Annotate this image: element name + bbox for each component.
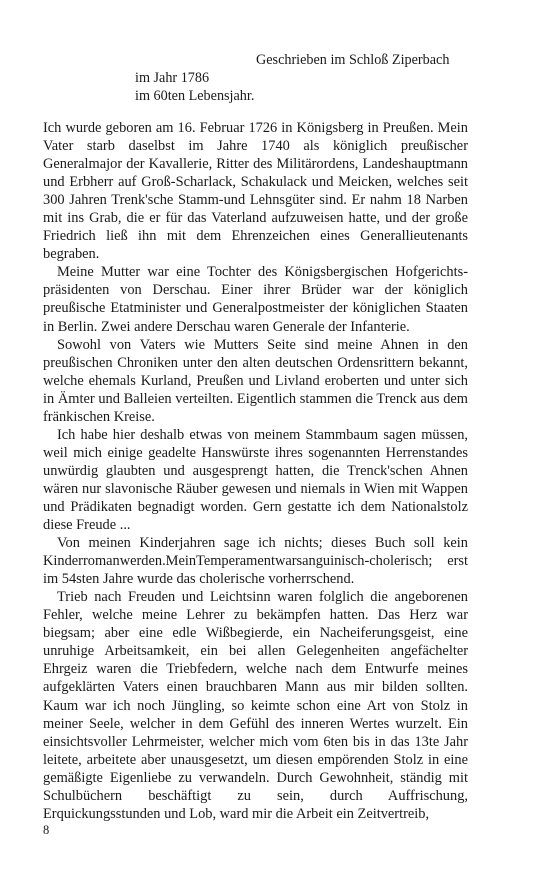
paragraph-childhood: Von meinen Kinderjahren sage ich nichts; dieses Buch soll kein Kinderromanwerden.MeinTemperamentwarsanguinisch-cholerisch; erst im 54sten Jahre wurde das cholerische vorherrschend. (43, 535, 468, 588)
page-number: 8 (43, 823, 50, 837)
paragraph-ancestry: Sowohl von Vaters wie Mutters Seite sind meine Ahnen in den preußischen Chroniken unter den alten deutschen Ordensrittern bekannt, welche ehemals Kurland, Preußen und Livland eroberten und unter sich in Ämter und Balleien verteilten. Eigentlich stammen die Trenck aus dem fränkischen Kreise. (43, 336, 468, 425)
body-text (43, 119, 468, 823)
heading-location: Geschrieben im Schloß Ziperbach (256, 52, 450, 68)
paragraph-family-tree: Ich habe hier deshalb etwas von meinem Stammbaum sagen müssen, weil mich einige geadelte Hanswürste ihres sogenannten Herrenstandes unwürdig glaubten und ausgesprengt hatten, die Trenck'schen Ahnen wären nur slavonische Räuber gewesen und niemals in Wien mit Wappen und Prädikaten begnadigt worden. Gern gestatte ich dem Nationalstolz diese Freude ... (43, 426, 468, 534)
heading-age: im 60ten Lebensjahr. (135, 88, 255, 104)
heading-year: im Jahr 1786 (135, 70, 210, 86)
paragraph-education: Trieb nach Freuden und Leichtsinn waren folglich die angeborenen Fehler, welche meine Lehrer zu bekämpfen hatten. Das Herz war biegsam; aber eine edle Wißbegierde, ein Nacheiferungsgeist, eine unruhige Arbeitsamkeit, ein bei allen Gelegenheiten angefächelter Ehrgeiz waren die Triebfedern, welche nach dem Entwurfe meines aufgeklärten Vaters einen brauchbaren Mann aus mir bilden sollten. Kaum war ich noch Jüngling, so keimte schon eine Art von Stolz in meiner Seele, welcher in dem Gefühl des inneren Wertes wurzelt. Ein einsichtsvoller Lehrmeister, welcher mich vom 6ten bis in das 13te Jahr leitete, arbeitete aber unausgesetzt, um diesen empörenden Stolz in eine gemäßigte Eigenliebe zu verwandeln. Durch Gewohnheit, ständig mit Schulbüchern beschäftigt zu sein, durch Auffrischung, Erquickungsstunden und Lob, ward mir die Arbeit ein Zeitvertreib, (43, 589, 468, 822)
paragraph-birth: Ich wurde geboren am 16. Februar 1726 in Königsberg in Preußen. Mein Vater starb daselbst im Jahre 1740 als königlich preußischer Generalmajor der Kavallerie, Ritter des Militärordens, Landeshauptmann und Erbherr auf Groß-Scharlack, Schakulack und Meicken, welches seit 300 Jahren Trenk'sche Stamm-und Lehnsgüter sind. Er nahm 18 Narben mit ins Grab, die er für das Vaterland aufzuweisen hatte, und der große Friedrich ließ ihn mit dem Ehrenzeichen eines Generallieutenants begraben. (43, 120, 468, 263)
paragraph-mother: Meine Mutter war eine Tochter des Königsbergischen Hofgerichtspräsidenten von Derschau. Einer ihrer Brüder war der königlich preußische Etatminister und Generalpostmeister der königlichen Staaten in Berlin. Zwei andere Derschau waren Generale der Infanterie. (43, 264, 468, 335)
